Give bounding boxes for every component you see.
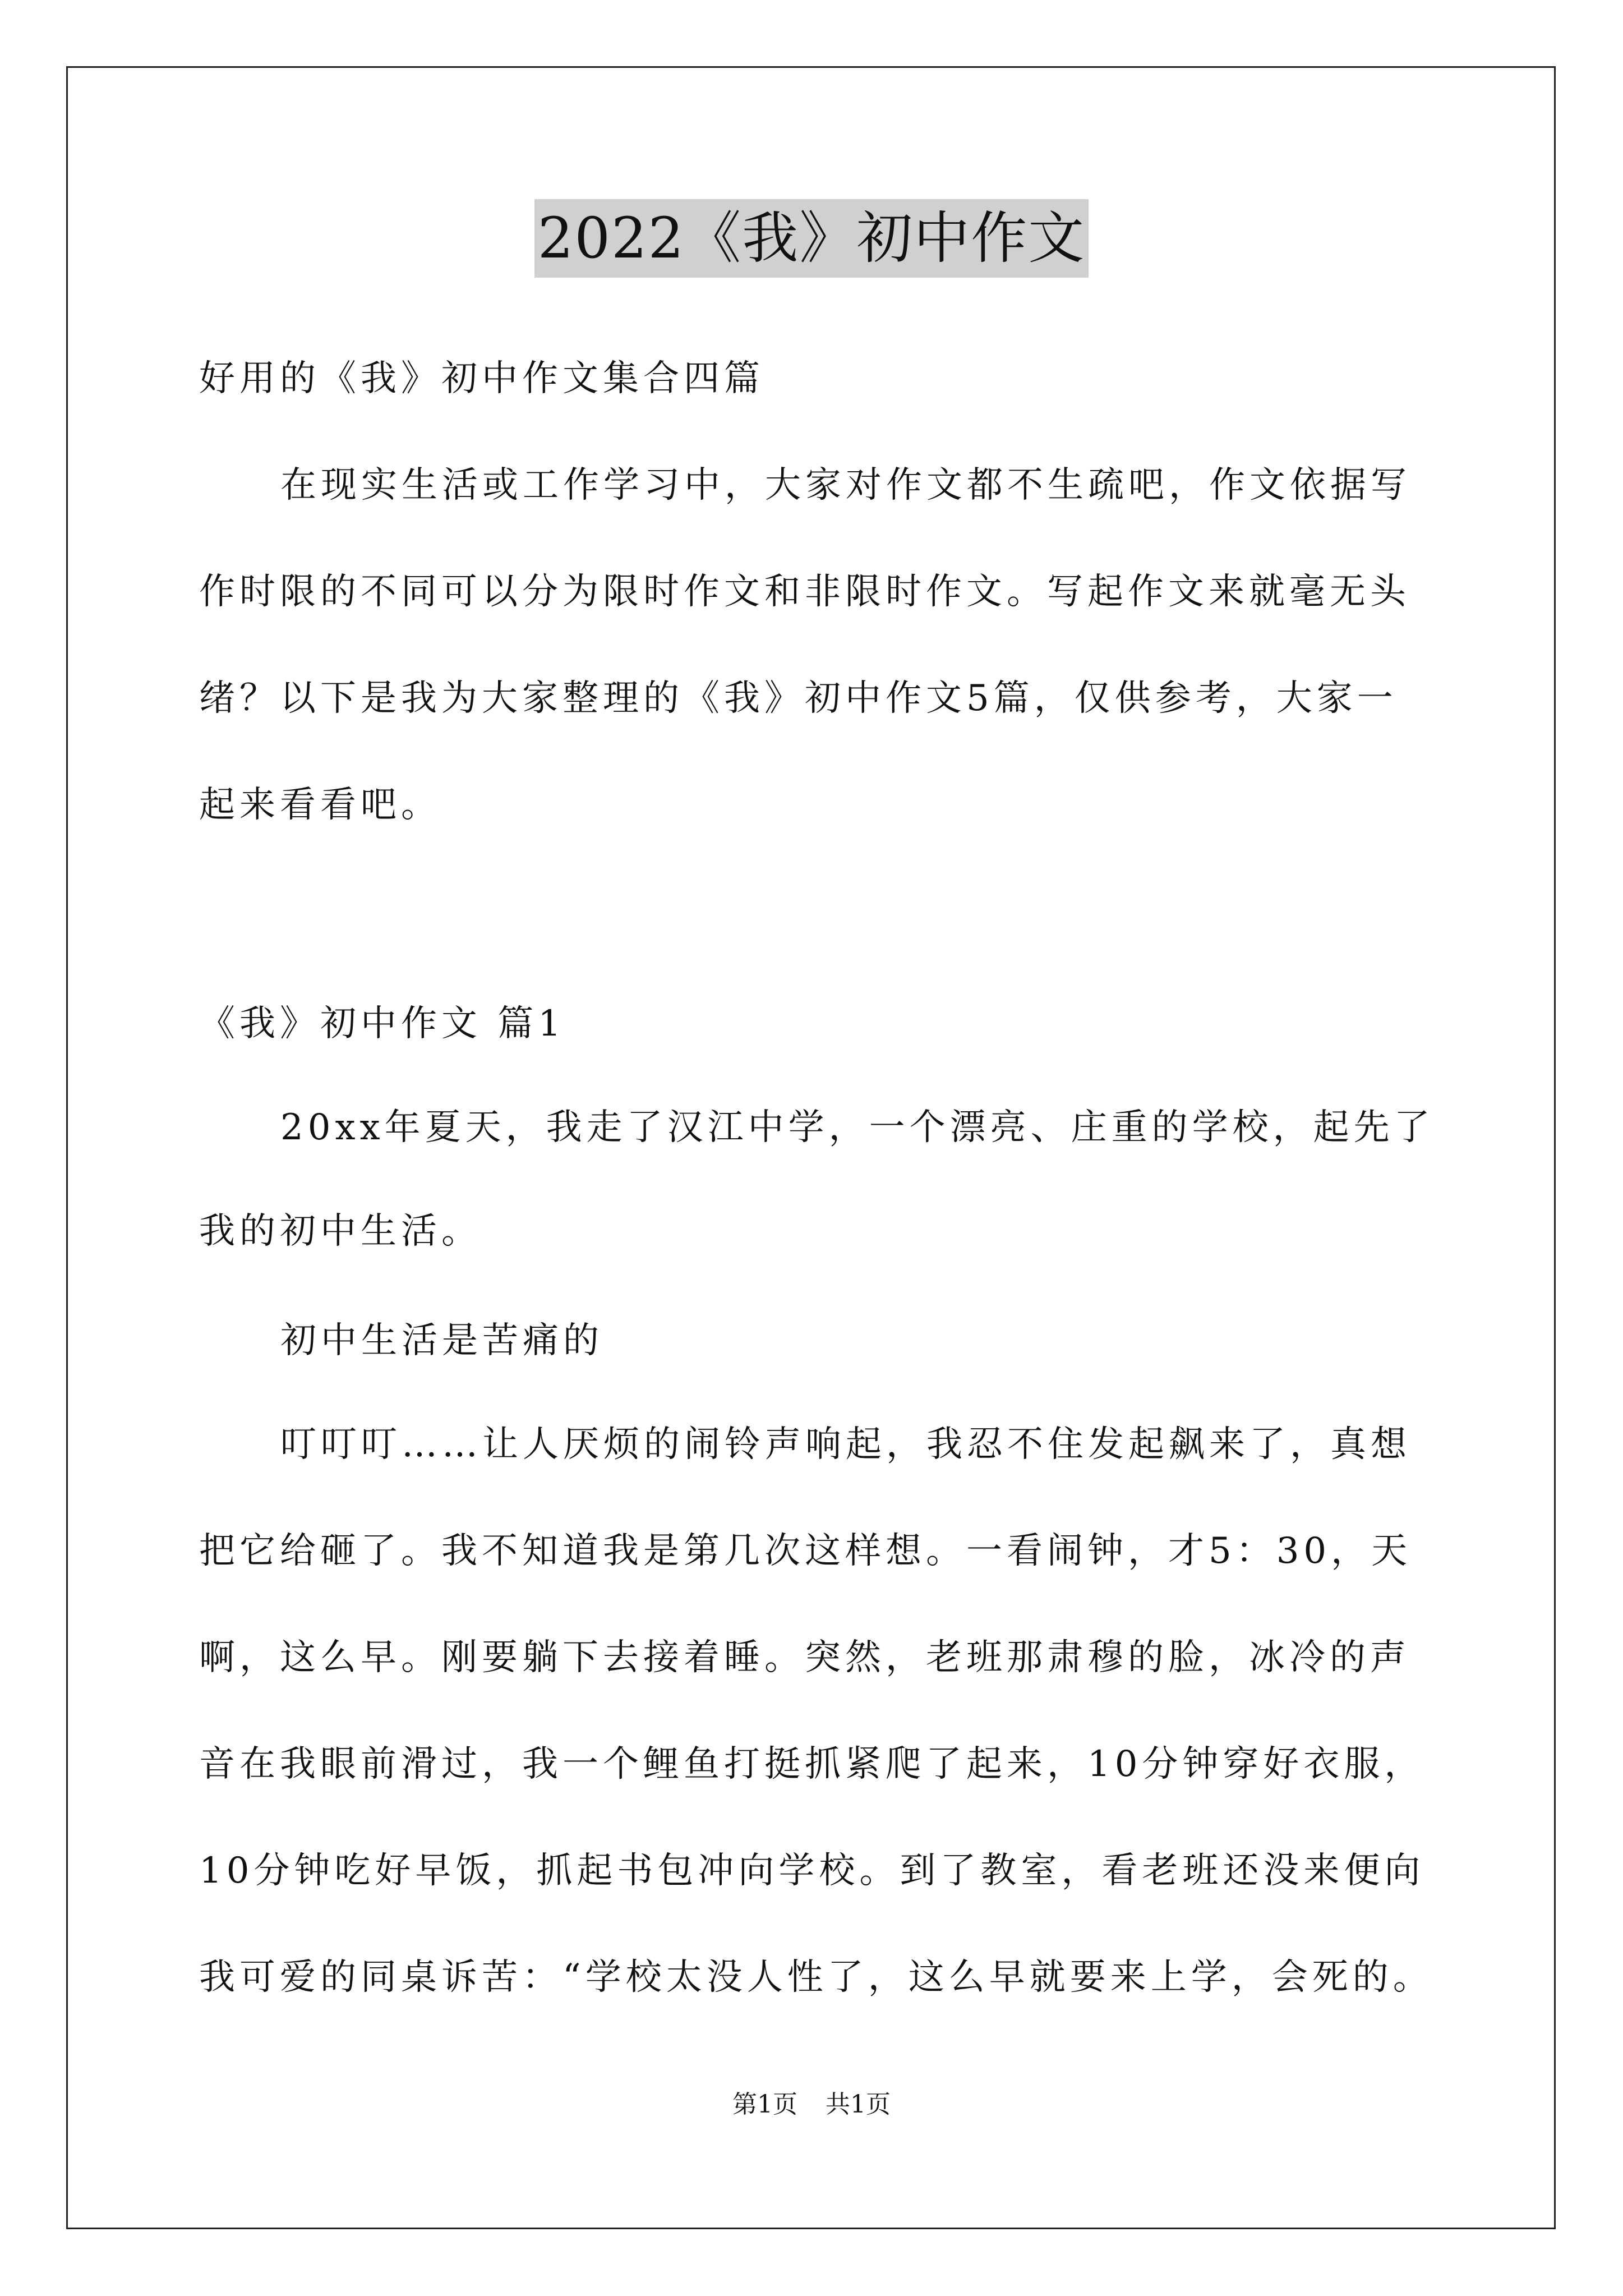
paragraph-line: 把它给砸了。我不知道我是第几次这样想。一看闹钟，才5：30，天	[199, 1530, 1412, 1572]
paragraph-line: 10分钟吃好早饭，抓起书包冲向学校。到了教室，看老班还没来便向	[199, 1850, 1425, 1892]
page-total: 共1页	[826, 2090, 891, 2119]
document-title: 2022《我》初中作文	[534, 199, 1089, 278]
section-heading: 《我》初中作文 篇1	[199, 1003, 566, 1045]
paragraph-line: 啊，这么早。刚要躺下去接着睡。突然，老班那肃穆的脸，冰冷的声	[199, 1637, 1410, 1678]
intro-line: 在现实生活或工作学习中，大家对作文都不生疏吧，作文依据写	[280, 464, 1411, 506]
page-footer	[0, 2088, 1623, 2122]
paragraph-line: 初中生活是苦痛的	[280, 1320, 603, 1361]
paragraph-line: 音在我眼前滑过，我一个鲤鱼打挺抓紧爬了起来，10分钟穿好衣服，	[199, 1743, 1425, 1785]
page-number: 第1页	[732, 2090, 797, 2119]
title-container	[0, 199, 1623, 278]
paragraph-line: 我可爱的同桌诉苦：“学校太没人性了，这么早就要来上学，会死的。	[199, 1957, 1433, 1998]
paragraph-line: 我的初中生活。	[199, 1211, 482, 1252]
subtitle: 好用的《我》初中作文集合四篇	[199, 358, 764, 399]
intro-line: 绪？以下是我为大家整理的《我》初中作文5篇，仅供参考，大家一	[199, 678, 1398, 719]
intro-line: 作时限的不同可以分为限时作文和非限时作文。写起作文来就毫无头	[199, 571, 1410, 613]
paragraph-line: 叮叮叮……让人厌烦的闹铃声响起，我忍不住发起飙来了，真想	[280, 1424, 1411, 1465]
intro-line: 起来看看吧。	[199, 784, 441, 826]
paragraph-line: 20xx年夏天，我走了汉江中学，一个漂亮、庄重的学校，起先了	[280, 1107, 1435, 1148]
